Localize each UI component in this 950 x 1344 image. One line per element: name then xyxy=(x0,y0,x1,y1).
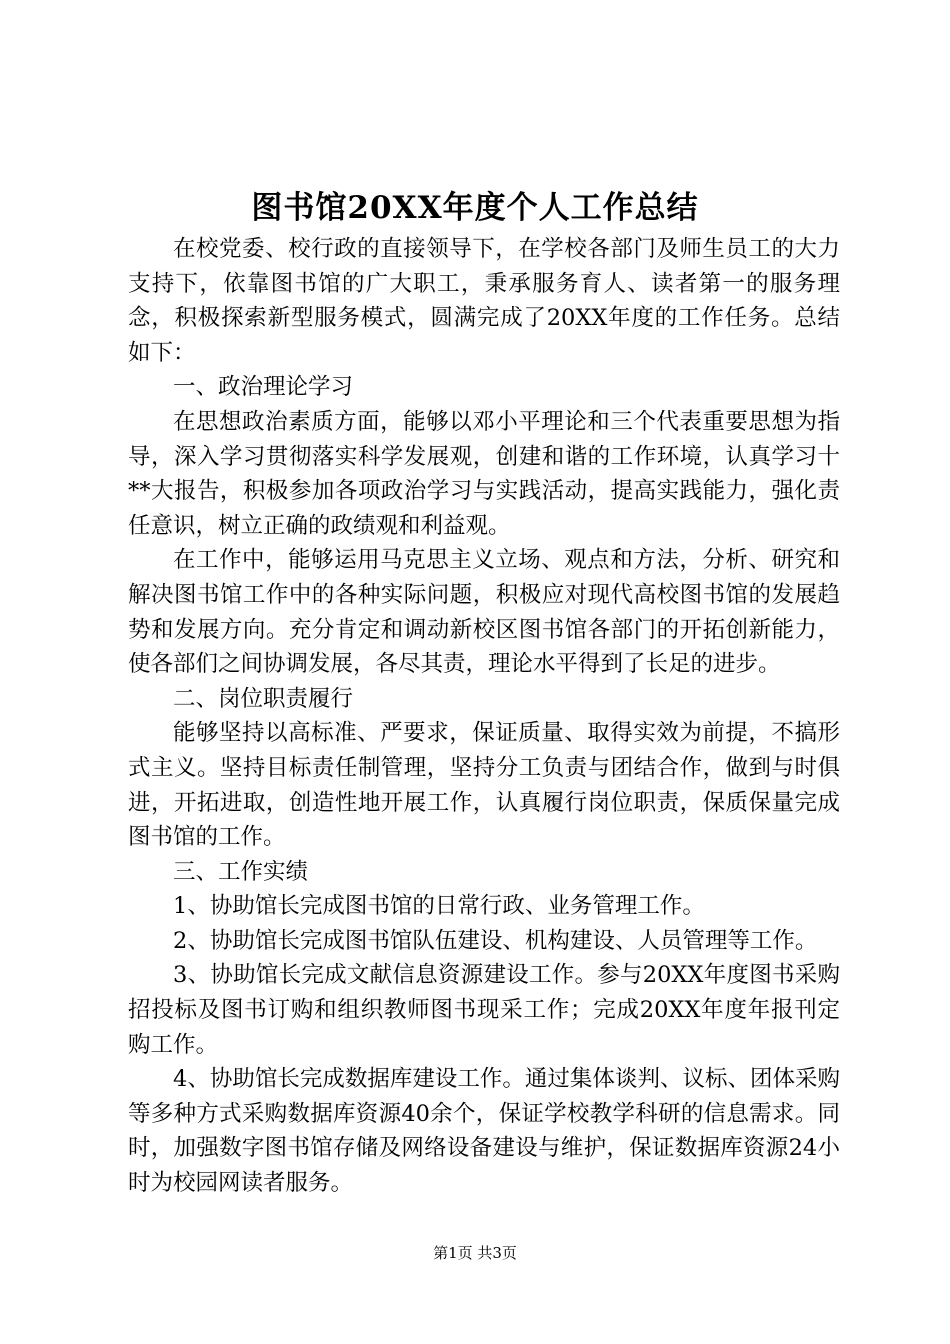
paragraph-intro: 在校党委、校行政的直接领导下，在学校各部门及师生员工的大力支持下，依靠图书馆的广大职工，秉承服务育人、读者第一的服务理念，积极探索新型服务模式，圆满完成了20XX年度的工作任务。总结如下： xyxy=(128,236,840,366)
page-footer: 第1页 共3页 xyxy=(433,1244,517,1262)
list-item-achievement-3: 3、协助馆长完成文献信息资源建设工作。参与20XX年度图书采购招投标及图书订购和组织教师图书现采工作；完成20XX年度年报刊定购工作。 xyxy=(128,962,840,1058)
paragraph-politics-1: 在思想政治素质方面，能够以邓小平理论和三个代表重要思想为指导，深入学习贯彻落实科学发展观，创建和谐的工作环境，认真学习十**大报告，积极参加各项政治学习与实践活动，提高实践能力，强化责任意识，树立正确的政绩观和利益观。 xyxy=(128,408,840,539)
list-item-achievement-1: 1、协助馆长完成图书馆的日常行政、业务管理工作。 xyxy=(173,893,705,920)
section-heading-duties: 二、岗位职责履行 xyxy=(173,685,354,712)
section-heading-achievements: 三、工作实绩 xyxy=(173,858,309,885)
paragraph-politics-2: 在工作中，能够运用马克思主义立场、观点和方法，分析、研究和解决图书馆工作中的各种实际问题，积极应对现代高校图书馆的发展趋势和发展方向。充分肯定和调动新校区图书馆各部门的开拓创新能力，使各部们之间协调发展，各尽其责，理论水平得到了长足的进步。 xyxy=(128,547,840,678)
document-title: 图书馆20XX年度个人工作总结 xyxy=(251,190,699,226)
document-body xyxy=(128,232,840,1201)
section-heading-politics: 一、政治理论学习 xyxy=(173,374,354,401)
list-item-achievement-4: 4、协助馆长完成数据库建设工作。通过集体谈判、议标、团体采购等多种方式采购数据库资源40余个，保证学校教学科研的信息需求。同时，加强数字图书馆存储及网络设备建设与维护，保证数据库资源24小时为校园网读者服务。 xyxy=(128,1066,840,1197)
list-item-achievement-2: 2、协助馆长完成图书馆队伍建设、机构建设、人员管理等工作。 xyxy=(173,927,818,954)
paragraph-duties: 能够坚持以高标准、严要求，保证质量、取得实效为前提，不搞形式主义。坚持目标责任制管理，坚持分工负责与团结合作，做到与时俱进，开拓进取，创造性地开展工作，认真履行岗位职责，保质保量完成图书馆的工作。 xyxy=(128,720,840,851)
